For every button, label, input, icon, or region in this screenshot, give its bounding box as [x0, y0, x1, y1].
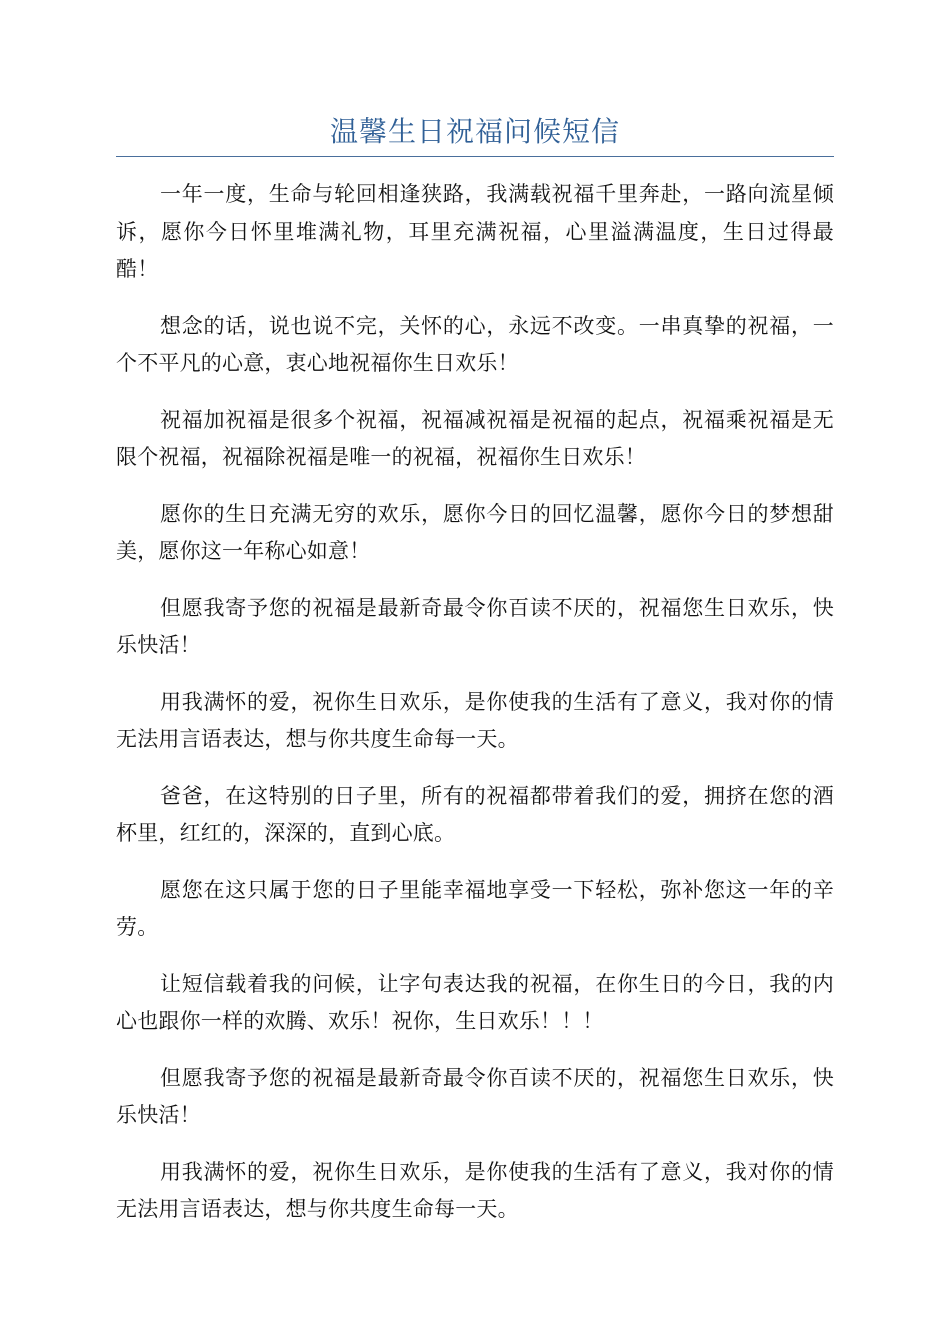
paragraph-2: 想念的话，说也说不完，关怀的心，永远不改变。一串真挚的祝福，一个不平凡的心意，衷心地祝福你生日欢乐！: [116, 313, 834, 375]
paragraph-11: 用我满怀的爱，祝你生日欢乐，是你使我的生活有了意义，我对你的情无法用言语表达，想与你共度生命每一天。: [116, 1159, 834, 1221]
paragraph-4: 愿你的生日充满无穷的欢乐，愿你今日的回忆温馨，愿你今日的梦想甜美，愿你这一年称心如意！: [116, 501, 834, 563]
paragraph-9: 让短信载着我的问候，让字句表达我的祝福，在你生日的今日，我的内心也跟你一样的欢腾、欢乐！祝你，生日欢乐！！！: [116, 971, 834, 1033]
paragraph-8: 愿您在这只属于您的日子里能幸福地享受一下轻松，弥补您这一年的辛劳。: [116, 877, 834, 939]
paragraph-7: 爸爸，在这特别的日子里，所有的祝福都带着我们的爱，拥挤在您的酒杯里，红红的，深深的，直到心底。: [116, 783, 834, 845]
page-title: 温馨生日祝福问候短信: [329, 115, 620, 148]
paragraph-10: 但愿我寄予您的祝福是最新奇最令你百读不厌的，祝福您生日欢乐，快乐快活！: [116, 1065, 834, 1127]
paragraph-3: 祝福加祝福是很多个祝福，祝福减祝福是祝福的起点，祝福乘祝福是无限个祝福，祝福除祝福是唯一的祝福，祝福你生日欢乐！: [116, 407, 834, 469]
paragraph-1: 一年一度，生命与轮回相逢狭路，我满载祝福千里奔赴，一路向流星倾诉，愿你今日怀里堆满礼物，耳里充满祝福，心里溢满温度，生日过得最酷！: [116, 182, 834, 281]
paragraph-6: 用我满怀的爱，祝你生日欢乐，是你使我的生活有了意义，我对你的情无法用言语表达，想与你共度生命每一天。: [116, 689, 834, 751]
paragraph-5: 但愿我寄予您的祝福是最新奇最令你百读不厌的，祝福您生日欢乐，快乐快活！: [116, 595, 834, 657]
title-block: [116, 110, 834, 157]
document-body: [116, 176, 834, 1248]
